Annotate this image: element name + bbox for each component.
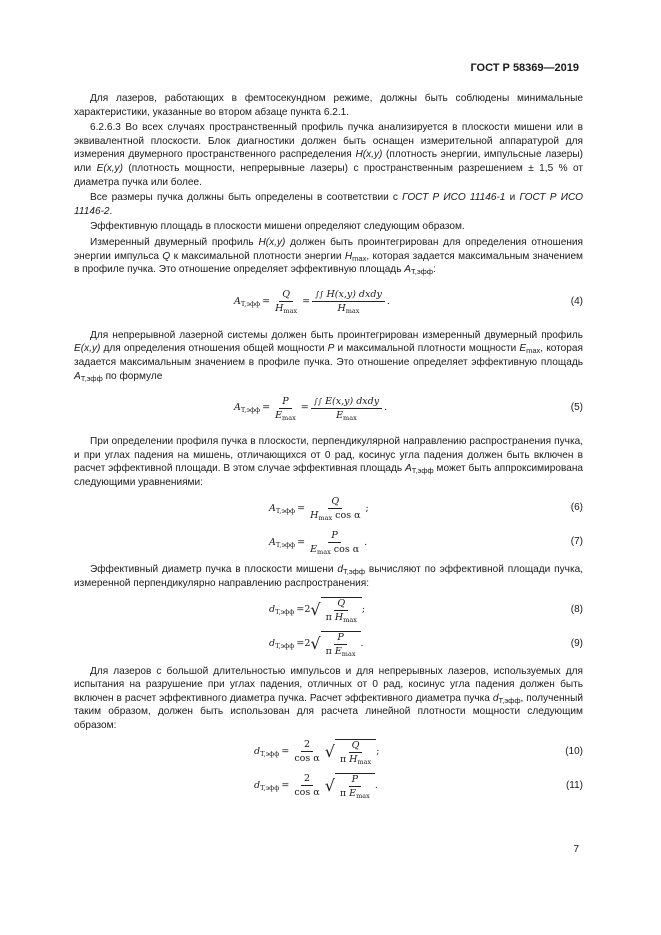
equation-5: $A_{T,эфф}$ = $\frac{P}{E_{max}}$ = $\frac{\text{∫∫ E(x,y) dxdy}}{E_{max}}$ . (5): [234, 395, 583, 422]
paragraph: Для лазеров, работающих в фемтосекундном режиме, должны быть соблюдены минимальные характеристики, указанные во втором абзаце пункта 6.2.1.: [74, 93, 583, 118]
equation-10: $d_{T,эфф}$ = $\frac{2}{\text{cos α}}$ √ $\frac{Q}{\pi H_{max}}$ ; (10): [254, 739, 583, 766]
equation-number: (8): [570, 603, 583, 615]
paragraph: Для непрерывной лазерной системы должен быть проинтегрирован измеренный двумерный профиль E(x,y) для определения отношения общей мощности P и максимальной плотности мощности $E_{max}$, которая задается максимальным значением в профиле пучка. Это отношение определяет эффективную площадь $A_{T,эфф}$ по формуле: [74, 329, 583, 383]
paragraph: Все размеры пучка должны быть определены в соответствии с ГОСТ Р ИСО 11146-1 и ГОСТ Р ИСО 11146-2.: [74, 192, 583, 217]
equation-7: $A_{T,эфф}$ = $\frac{P}{E_{max} \cos \alpha}$ . (7): [269, 529, 583, 556]
equation-9: $d_{T,эфф}$ = 2 √ $\frac{P}{\pi E_{max}}$ . (9): [269, 631, 583, 658]
paragraph: При определении профиля пучка в плоскости, перпендикулярной направлению распространения пучка, и при углах падения на мишень, отличающихся от 0 рад, косинус угла падения должен быть включен в расчет эффективной площади. В этом случае эффективная площадь $A_{T,эфф}$ может быть аппроксимирована следующими уравнениями:: [74, 436, 584, 488]
paragraph: Для лазеров с большой длительностью импульсов и для непрерывных лазеров, используемых для испытания на разрушение при углах падения, отличных от 0 рад, косинус угла падения должен быть включен в расчет эффективного диаметра пучка. Расчет эффективного диаметра пучка $d_{T,эфф}$, полученный таким образом, должен быть использован для расчета линейной плотности мощности следующим образом:: [74, 665, 583, 732]
equation-number: (4): [570, 295, 583, 307]
equation-number: (6): [570, 502, 583, 514]
paragraph: 6.2.6.3 Во всех случаях пространственный профиль пучка анализируется в плоскости мишени или в эквивалентной плоскости. Блок диагностики должен быть оснащен измерительной аппаратурой для измерения двумерного пространственного распределения H(x,y) (плотность энергии, импульсные лазеры) или E(x,y) (плотность мощности, непрерывные лазеры) с пространственным разрешением ± 1,5 % от диаметра пучка или более.: [74, 122, 584, 188]
paragraph: Эффективный диаметр пучка в плоскости мишени $d_{T,эфф}$ вычисляют по эффективной площади пучка, измеренной перпендикулярно направлению распространения:: [74, 564, 584, 590]
equation-number: (9): [570, 637, 583, 649]
equation-11: $d_{T,эфф}$ = $\frac{2}{\text{cos α}}$ √ $\frac{P}{\pi E_{max}}$ . (11): [254, 773, 583, 800]
equation-number: (10): [565, 745, 583, 757]
paragraph: Эффективную площадь в плоскости мишени определяют следующим образом.: [90, 221, 465, 233]
standard-header: ГОСТ Р 58369—2019: [470, 62, 579, 74]
equation-6: $A_{T,эфф}$ = $\frac{Q}{H_{max} \cos \alpha}$ ; (6): [269, 495, 583, 522]
document-body: [74, 92, 583, 807]
equation-number: (5): [570, 402, 583, 414]
equation-number: (7): [570, 536, 583, 548]
page-number: 7: [573, 844, 579, 855]
equation-number: (11): [565, 779, 583, 791]
equation-8: $d_{T,эфф}$ = 2 √ $\frac{Q}{\pi H_{max}}$ ; (8): [269, 597, 583, 624]
paragraph: Измеренный двумерный профиль H(x,y) должен быть проинтегрирован для определения отношения энергии импульса Q к максимальной плотности энергии $H_{max}$, которая задается максимальным значением в профиле пучка. Это отношение определяет эффективную площадь $A_{T,эфф}$:: [74, 236, 584, 277]
equation-4: $A_{T,эфф}$ = $\frac{Q}{H_{max}}$ = $\frac{\text{∫∫ H(x,y) dxdy}}{H_{max}}$ . (4): [234, 289, 583, 316]
